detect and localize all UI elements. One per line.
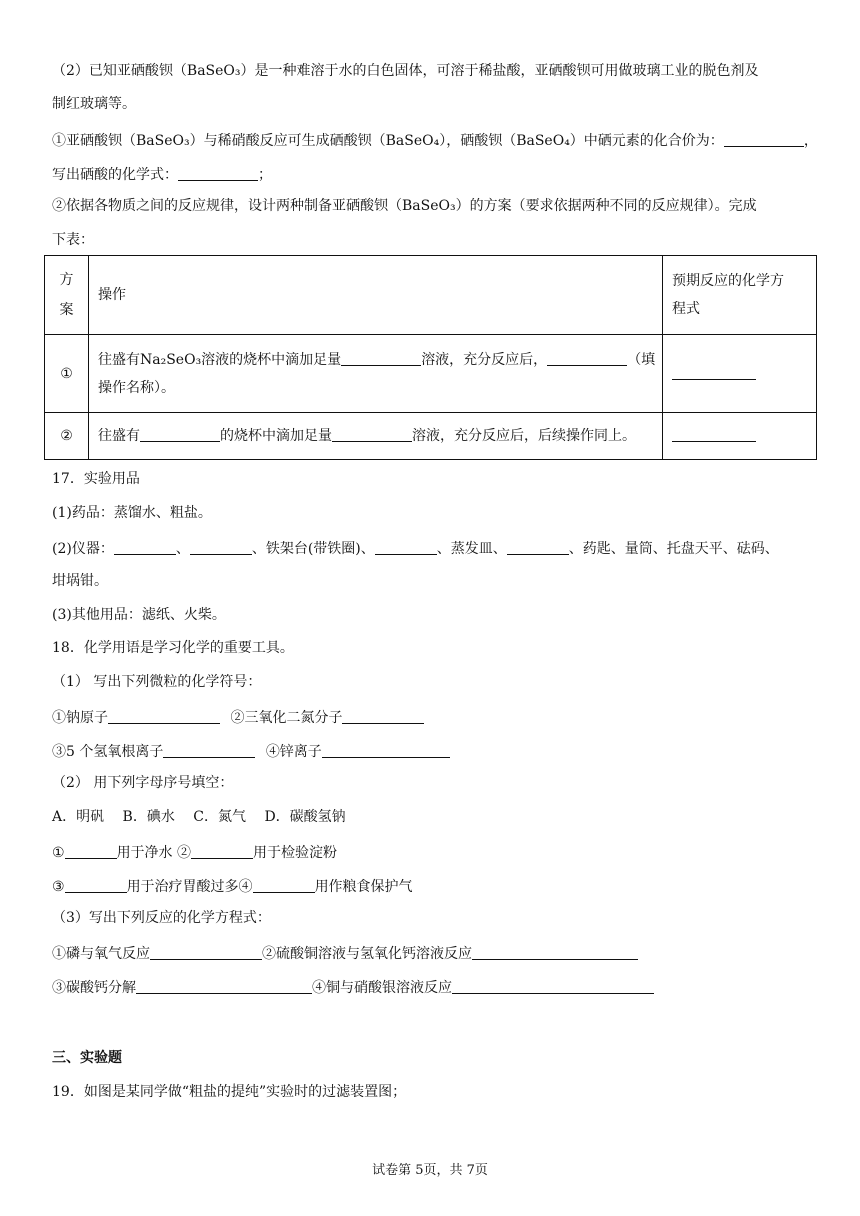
section-title: 三、实验题 [52,1050,122,1066]
q18-sub1: （1） 写出下列微粒的化学符号： [52,674,262,690]
q17-part1: (1)药品：蒸馏水、粗盐。 [52,505,212,521]
q19-text: 19．如图是某同学做“粗盐的提纯”实验时的过滤装置图； [52,1084,407,1100]
answer-blank[interactable] [375,540,437,555]
answer-blank[interactable] [190,540,252,555]
answer-blank[interactable] [150,945,262,960]
q18-sub3-row1: ①磷与氧气反应 ②硫酸铜溶液与氢氧化钙溶液反应 [52,945,638,961]
table-header-row [45,256,817,335]
answer-blank[interactable] [341,351,421,366]
q18-sub2-row2: ③ 用于治疗胃酸过多④ 用作粮食保护气 [52,879,413,895]
q18-sub1-row1: ①钠原子 ②三氧化二氮分子 [52,709,424,725]
q16-intro-line2: 制红玻璃等。 [52,96,136,112]
table-row: ② 往盛有 的烧杯中滴加足量 溶液，充分反应后，后续操作同上。 [45,413,817,460]
scheme-table [44,255,817,460]
answer-blank[interactable] [114,540,176,555]
header-equation-2: 程式 [672,301,700,317]
answer-blank[interactable] [65,878,127,893]
answer-blank[interactable] [253,878,315,893]
q16-intro-line1: （2）已知亚硒酸钡（BaSeO₃）是一种难溶于水的白色固体，可溶于稀盐酸，亚硒酸钡可用做玻璃工业的脱色剂及 [52,63,759,79]
answer-blank[interactable] [191,844,253,859]
row1-number: ① [45,335,89,413]
header-scheme-2: 案 [59,302,74,318]
q16-sub1-line2: 写出硒酸的化学式： ； [52,167,272,183]
answer-blank[interactable] [163,743,255,758]
q18-sub2: （2） 用下列字母序号填空： [52,775,234,791]
table-row: ① 往盛有Na₂SeO₃溶液的烧杯中滴加足量 溶液，充分反应后， （填 操作名称）。 [45,335,817,413]
q16-sub1-line1: ①亚硒酸钡（BaSeO₃）与稀硝酸反应可生成硒酸钡（BaSeO₄），硒酸钡（BaSeO₄）中硒元素的化合价为： ， [52,133,818,149]
answer-blank[interactable] [672,365,756,380]
answer-blank[interactable] [178,166,258,181]
row2-number: ② [45,413,89,460]
answer-blank[interactable] [108,709,220,724]
answer-blank[interactable] [140,427,220,442]
q18-options: A．明矾 B．碘水 C．氮气 D．碳酸氢钠 [52,809,346,825]
q16-sub2-line1: ②依据各物质之间的反应规律，设计两种制备亚硒酸钡（BaSeO₃）的方案（要求依据两种不同的反应规律）。完成 [52,198,757,214]
q17-part2-line2: 坩埚钳。 [52,573,108,589]
answer-blank[interactable] [472,945,638,960]
q18-sub3-row2: ③碳酸钙分解 ④铜与硝酸银溶液反应 [52,979,654,995]
answer-blank[interactable] [547,351,627,366]
answer-blank[interactable] [332,427,412,442]
answer-blank[interactable] [672,427,756,442]
header-scheme-1: 方 [59,272,74,288]
q16-sub2-line2: 下表： [52,232,94,248]
q18-sub3: （3）写出下列反应的化学方程式： [52,910,271,926]
q17-part2-line1: (2)仪器： 、 、铁架台(带铁圈)、 、蒸发皿、 、药匙、量筒、托盘天平、砝码、 [52,541,779,557]
q18-sub2-row1: ① 用于净水 ② 用于检验淀粉 [52,845,338,861]
answer-blank[interactable] [136,979,312,994]
q17-part3: (3)其他用品：滤纸、火柴。 [52,607,226,623]
page-footer: 试卷第 5页，共 7页 [372,1163,488,1178]
q18-title: 18．化学用语是学习化学的重要工具。 [52,640,294,656]
answer-blank[interactable] [322,743,450,758]
q17-title: 17．实验用品 [52,471,140,487]
answer-blank[interactable] [452,979,654,994]
header-operation: 操作 [89,256,663,335]
answer-blank[interactable] [507,540,569,555]
answer-blank[interactable] [724,132,804,147]
header-equation-1: 预期反应的化学方 [672,273,784,289]
answer-blank[interactable] [342,709,424,724]
answer-blank[interactable] [65,844,117,859]
q18-sub1-row2: ③5 个氢氧根离子 ④锌离子 [52,743,450,759]
